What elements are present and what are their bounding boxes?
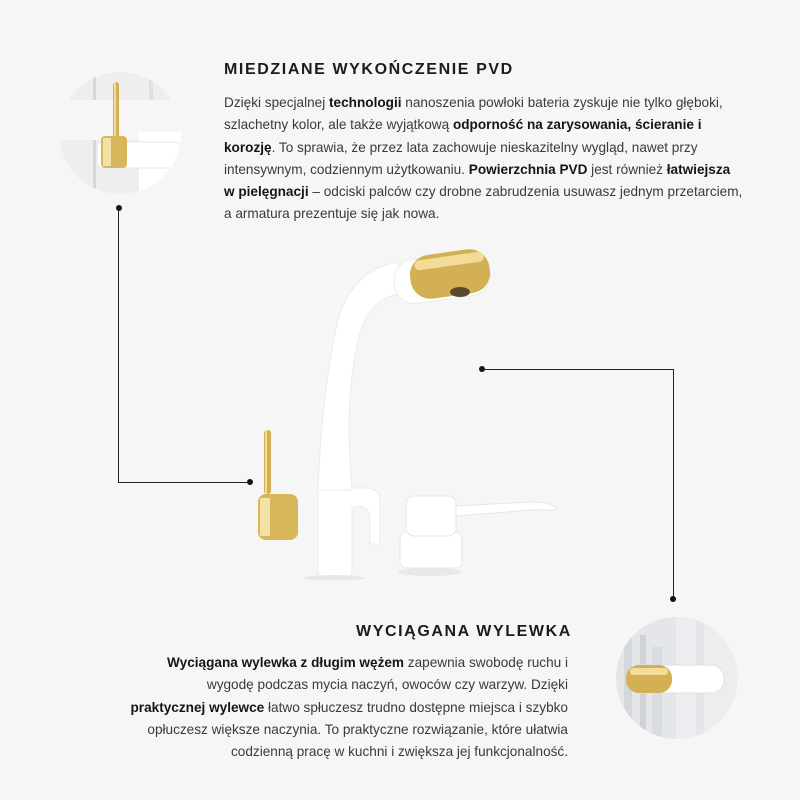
emphasis-text: Wyciągana wylewka z długim wężem <box>167 655 405 670</box>
body-text: Dzięki specjalnej <box>224 95 330 110</box>
lever-detail-image <box>59 72 181 194</box>
emphasis-text: Powierzchnia PVD <box>468 161 588 177</box>
body-text: jest również <box>587 161 667 177</box>
body-text: nanoszenia powłoki bateria zyskuje nie tylko głęboki, szlachetny kolor, ale także wyjątkową <box>224 95 723 133</box>
body-text: . To sprawia, że przez lata zachowuje nieskazitelny wygląd, nawet przy intensywnym, codziennym użytkowaniu. <box>224 139 698 177</box>
connector-dot <box>670 596 676 602</box>
connector-line <box>118 208 119 482</box>
body-text: zapewnia swobodę ruchu i wygodę podczas mycia naczyń, owoców czy warzyw. Dzięki <box>206 655 568 693</box>
pull-out-spout-description <box>130 652 568 763</box>
pvd-finish-description <box>224 92 744 226</box>
emphasis-text: łatwiejsza w pielęgnacji <box>224 161 731 200</box>
pvd-finish-title: MIEDZIANE WYKOŃCZENIE PVD <box>224 61 514 78</box>
connector-line <box>673 369 674 597</box>
emphasis-text: technologii <box>329 95 402 110</box>
spout-detail-image <box>616 617 738 739</box>
connector-dot <box>116 205 122 211</box>
body-text: łatwo spłuczesz trudno dostępne miejsca i szybko opłuczesz większe naczynia. To praktyczne rozwiązanie, które ułatwia codzienną pracę w kuchni i zwiększa jej funkcjonalność. <box>147 699 568 760</box>
faucet-product-image <box>230 240 570 580</box>
emphasis-text: praktycznej wylewce <box>130 699 265 715</box>
emphasis-text: odporność na zarysowania, ścieranie i korozję <box>224 117 702 155</box>
body-text: – odciski palców czy drobne zabrudzenia usuwasz jednym przetarciem, a armatura prezentuje się jak nowa. <box>224 184 743 222</box>
pull-out-spout-title: WYCIĄGANA WYLEWKA <box>356 623 572 640</box>
